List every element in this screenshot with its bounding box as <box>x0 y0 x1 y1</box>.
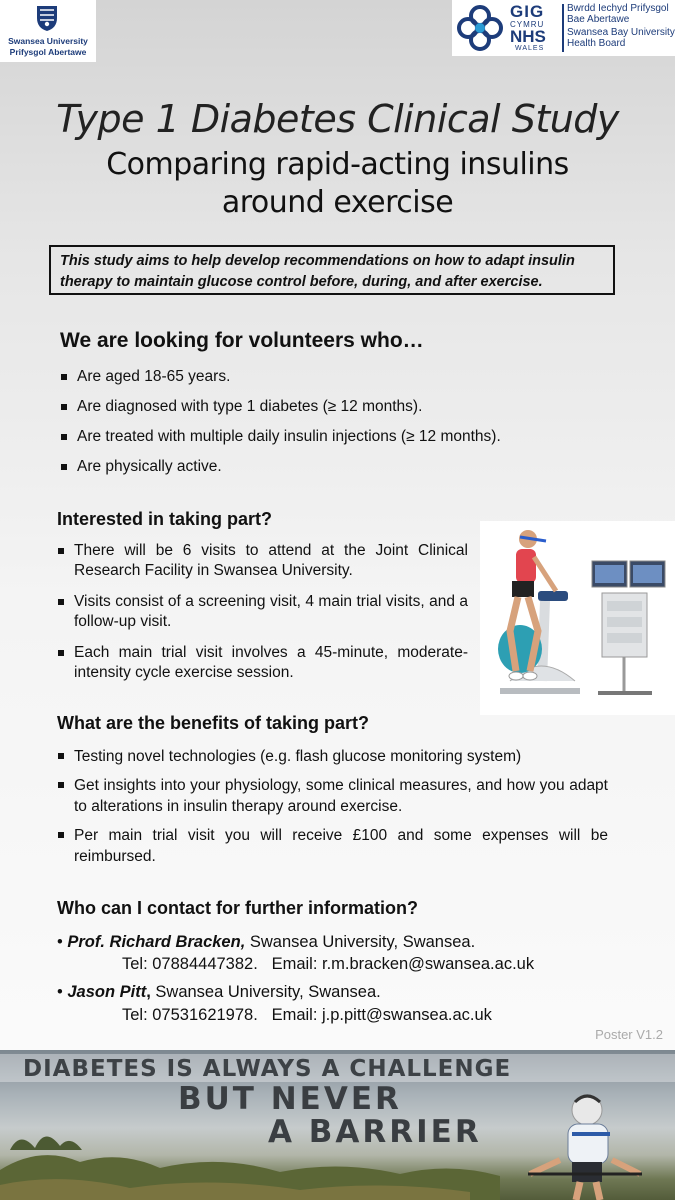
volunteer-criteria-list <box>60 366 620 486</box>
cycle-ergometer-illustration <box>480 521 675 715</box>
contact-name: Jason Pitt <box>67 983 147 1001</box>
university-name-welsh: Prifysgol Abertawe <box>9 47 87 57</box>
contact-name: Prof. Richard Bracken <box>67 933 241 951</box>
nhs-label: NHS <box>510 27 546 46</box>
contact-email[interactable]: Email: j.p.pitt@swansea.ac.uk <box>271 1006 492 1024</box>
list-item: Each main trial visit involves a 45-minute, moderate-intensity cycle exercise session. <box>57 643 468 683</box>
gig-label: GIG <box>510 2 545 21</box>
participation-list <box>57 541 468 694</box>
banner-line-2: BUT NEVER <box>178 1081 402 1117</box>
list-item: Are aged 18-65 years. <box>60 366 620 396</box>
contact-email[interactable]: Email: r.m.bracken@swansea.ac.uk <box>271 955 535 973</box>
contact-person <box>57 980 381 1005</box>
list-item: Testing novel technologies (e.g. flash glucose monitoring system) <box>57 746 608 767</box>
list-item: Get insights into your physiology, some clinical measures, and how you adapt to alterations in insulin therapy around exercise. <box>57 775 608 817</box>
contact-organisation: Swansea University, Swansea. <box>150 983 381 1001</box>
benefits-heading: What are the benefits of taking part? <box>57 713 370 733</box>
swansea-university-logo <box>0 0 96 62</box>
wales-label: WALES <box>515 45 545 52</box>
page-title: Type 1 Diabetes Clinical Study <box>56 97 619 141</box>
nhs-wales-logo <box>452 0 675 56</box>
list-item: Are diagnosed with type 1 diabetes (≥ 12 months). <box>60 396 620 426</box>
university-name-english: Swansea University <box>8 36 88 46</box>
banner-line-1: DIABETES IS ALWAYS A CHALLENGE <box>23 1056 512 1082</box>
list-item: Per main trial visit you will receive £100 and some expenses will be reimbursed. <box>57 825 608 867</box>
logo-divider <box>562 4 564 52</box>
university-crest-icon <box>35 4 59 32</box>
contact-organisation: Swansea University, Swansea. <box>245 933 476 951</box>
list-item: Visits consist of a screening visit, 4 main trial visits, and a follow-up visit. <box>57 592 468 632</box>
bullet: • <box>57 983 63 1001</box>
list-item: Are physically active. <box>60 456 620 486</box>
contact-separator: , <box>146 983 151 1001</box>
banner-line-3: A BARRIER <box>268 1114 482 1150</box>
poster-version: Poster V1.2 <box>595 1027 663 1042</box>
contact-details <box>122 1006 492 1025</box>
motivational-banner <box>0 1050 675 1200</box>
interested-heading: Interested in taking part? <box>57 509 273 529</box>
contact-details <box>122 955 534 974</box>
contact-heading: Who can I contact for further information? <box>57 898 418 918</box>
bullet: • <box>57 933 63 951</box>
list-item: Are treated with multiple daily insulin injections (≥ 12 months). <box>60 426 620 456</box>
page-subtitle: Comparing rapid-acting insulins around exercise <box>106 147 569 220</box>
celtic-knot-icon <box>454 2 506 54</box>
contact-phone: Tel: 07884447382. <box>122 955 258 973</box>
list-item: There will be 6 visits to attend at the Joint Clinical Research Facility in Swansea University. <box>57 541 468 581</box>
contact-separator: , <box>240 933 246 951</box>
exercise-test-photo <box>480 521 675 715</box>
cymru-label: CYMRU <box>510 20 545 29</box>
health-board-english: Swansea Bay University Health Board <box>567 27 675 49</box>
contact-person <box>57 930 475 955</box>
volunteers-heading: We are looking for volunteers who… <box>60 329 424 352</box>
study-aim-box: This study aims to help develop recommendations on how to adapt insulin therapy to maintain glucose control before, during, and after exercise. <box>49 245 615 295</box>
health-board-welsh: Bwrdd Iechyd Prifysgol Bae Abertawe <box>567 3 669 25</box>
contact-phone: Tel: 07531621978. <box>122 1006 258 1024</box>
benefits-list <box>57 746 608 875</box>
